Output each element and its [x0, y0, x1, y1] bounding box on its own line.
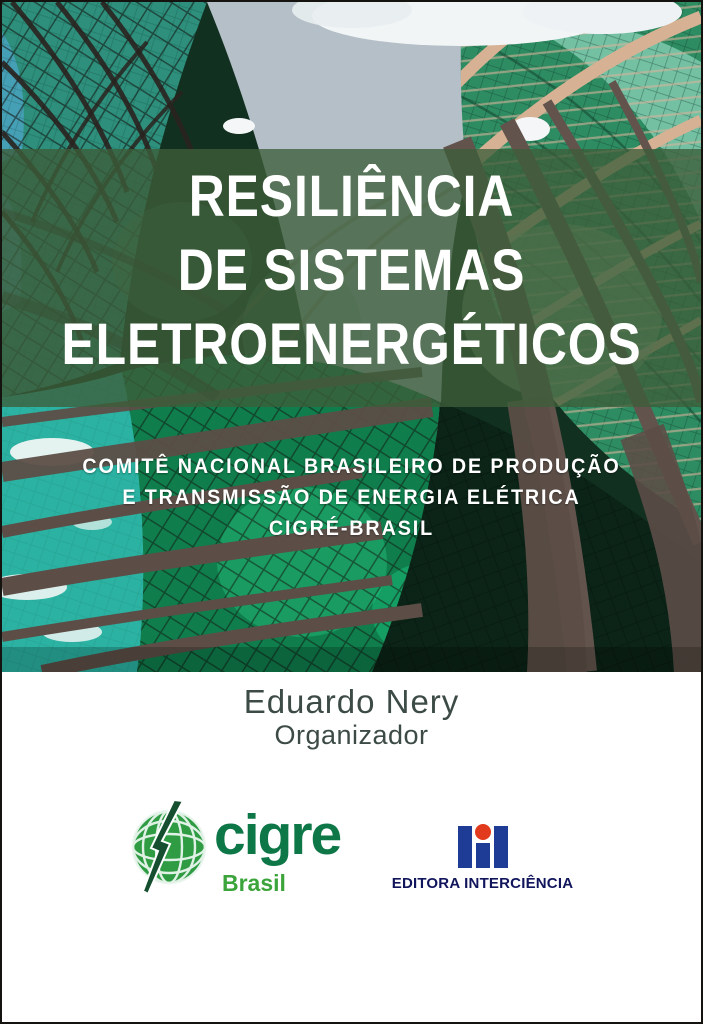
author-block [2, 684, 701, 750]
interciencia-label: EDITORA INTERCIÊNCIA [391, 875, 574, 892]
cigre-brasil-logo [130, 799, 350, 914]
cigre-globe-lightning-icon [130, 799, 210, 897]
author-role: Organizador [274, 720, 429, 750]
interciencia-logo [390, 824, 575, 892]
interciencia-mark-icon [458, 824, 508, 869]
interciencia-bar-right [494, 826, 508, 868]
cigre-wordmark: cigre [214, 803, 341, 867]
cigre-country-label: Brasil [222, 870, 286, 896]
title-line-2: DE SISTEMAS [177, 238, 526, 303]
subtitle-line-1: COMITÊ NACIONAL BRASILEIRO DE PRODUÇÃO [82, 455, 621, 478]
author-name: Eduardo Nery [243, 683, 460, 720]
interciencia-bar-left [458, 826, 472, 868]
book-subtitle [2, 451, 701, 544]
subtitle-line-2: E TRANSMISSÃO DE ENERGIA ELÉTRICA [122, 486, 581, 509]
title-line-3: ELETROENERGÉTICOS [61, 312, 642, 377]
interciencia-red-dot [475, 824, 491, 840]
interciencia-bar-middle [476, 843, 490, 868]
book-title [2, 160, 701, 382]
title-line-1: RESILIÊNCIA [188, 164, 515, 229]
subtitle-line-3: CIGRÉ-BRASIL [268, 517, 435, 540]
cover-photo [2, 2, 701, 672]
